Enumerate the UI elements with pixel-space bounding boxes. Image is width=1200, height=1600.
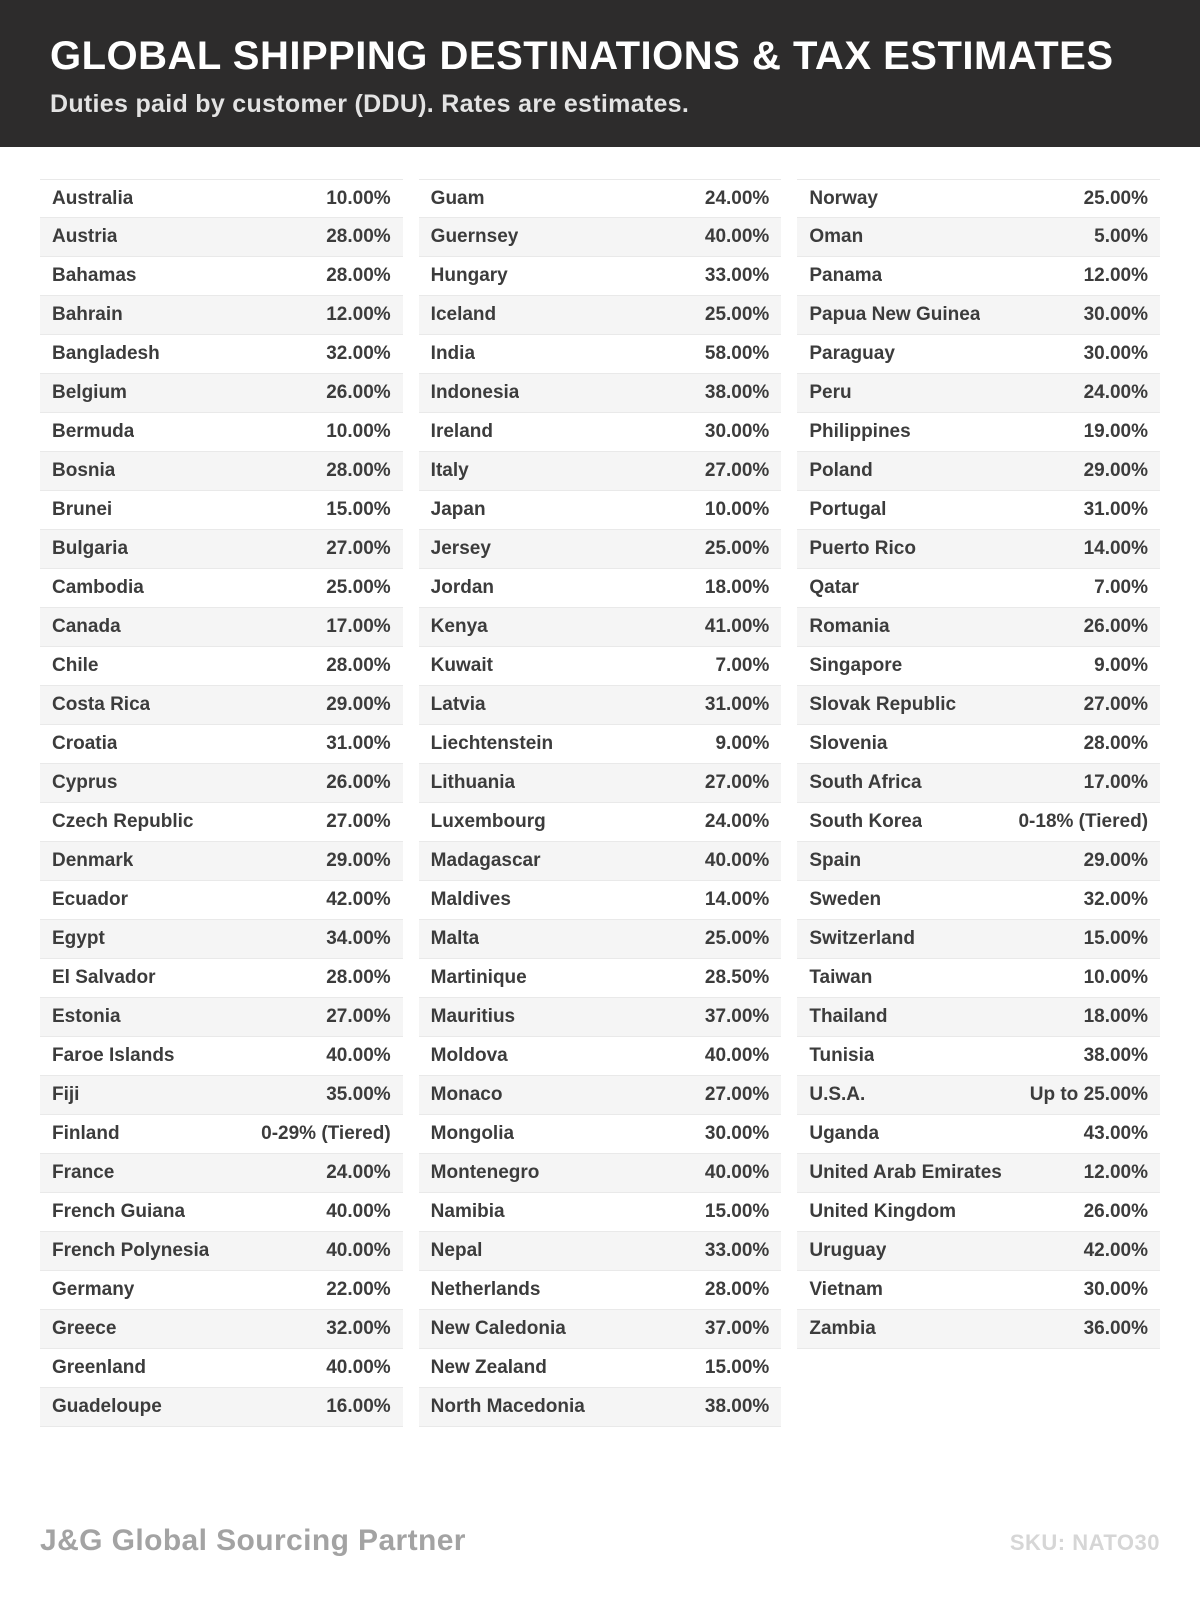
tax-rate: 18.00% bbox=[1083, 1006, 1149, 1027]
tax-rate: 29.00% bbox=[1083, 850, 1149, 871]
table-row bbox=[419, 959, 782, 998]
tax-rate: 40.00% bbox=[704, 226, 770, 247]
header bbox=[0, 0, 1200, 147]
country-name: Austria bbox=[52, 226, 118, 247]
tax-rate: 40.00% bbox=[704, 1045, 770, 1066]
tax-rate: 28.00% bbox=[326, 226, 391, 247]
country-name: U.S.A. bbox=[809, 1084, 866, 1105]
tax-rate: 31.00% bbox=[1083, 499, 1149, 520]
tax-rate: 18.00% bbox=[704, 577, 770, 598]
footer-sku: SKU: NATO30 bbox=[1009, 1530, 1160, 1555]
tax-rate: 10.00% bbox=[326, 421, 391, 442]
country-name: Ecuador bbox=[52, 889, 129, 910]
table-row bbox=[40, 569, 403, 608]
country-name: French Polynesia bbox=[52, 1240, 210, 1261]
tax-rate: 28.00% bbox=[326, 460, 391, 481]
country-name: Portugal bbox=[809, 499, 887, 520]
table-row bbox=[40, 1271, 403, 1310]
tax-rate: 12.00% bbox=[1083, 1162, 1149, 1183]
table-row bbox=[419, 413, 782, 452]
table-row bbox=[797, 296, 1160, 335]
tax-rate: 9.00% bbox=[1094, 655, 1149, 676]
tax-rate: 30.00% bbox=[1083, 1279, 1149, 1300]
table-row bbox=[40, 179, 403, 218]
table-row bbox=[419, 725, 782, 764]
table-row bbox=[40, 335, 403, 374]
table-row bbox=[40, 998, 403, 1037]
tax-rate: 38.00% bbox=[704, 382, 770, 403]
tax-rate: 34.00% bbox=[326, 928, 391, 949]
country-name: Greece bbox=[52, 1318, 117, 1339]
country-name: Kuwait bbox=[430, 655, 493, 676]
country-name: Qatar bbox=[809, 577, 859, 598]
tax-rate: 27.00% bbox=[704, 1084, 770, 1105]
table-row bbox=[40, 1154, 403, 1193]
table-row bbox=[40, 257, 403, 296]
table-row bbox=[419, 491, 782, 530]
table-row bbox=[40, 218, 403, 257]
table-row bbox=[40, 764, 403, 803]
country-name: Iceland bbox=[430, 304, 497, 325]
tax-rate: 33.00% bbox=[704, 265, 770, 286]
country-name: Taiwan bbox=[809, 967, 873, 988]
rates-columns bbox=[0, 179, 1200, 1427]
tax-rate: 16.00% bbox=[326, 1396, 391, 1417]
country-name: Belgium bbox=[52, 382, 127, 403]
table-row bbox=[797, 569, 1160, 608]
page-title: GLOBAL SHIPPING DESTINATIONS & TAX ESTIMATES bbox=[50, 34, 1114, 78]
tax-rate: 10.00% bbox=[704, 499, 770, 520]
country-name: Bahrain bbox=[52, 304, 123, 325]
tax-rate: 25.00% bbox=[1083, 187, 1149, 209]
country-name: Bermuda bbox=[52, 421, 135, 442]
table-row bbox=[797, 725, 1160, 764]
table-row bbox=[797, 413, 1160, 452]
country-name: Tunisia bbox=[809, 1045, 875, 1066]
table-row bbox=[40, 530, 403, 569]
table-row bbox=[40, 1232, 403, 1271]
tax-rate: 7.00% bbox=[1094, 577, 1149, 598]
country-name: Vietnam bbox=[809, 1279, 883, 1300]
table-row bbox=[797, 1115, 1160, 1154]
tax-rate: 31.00% bbox=[704, 694, 770, 715]
table-row bbox=[419, 1349, 782, 1388]
tax-rate: 28.00% bbox=[326, 967, 391, 988]
tax-rate: 5.00% bbox=[1094, 226, 1149, 247]
tax-rate: 32.00% bbox=[326, 343, 391, 364]
tax-rate: 27.00% bbox=[326, 1006, 391, 1027]
table-row bbox=[40, 1349, 403, 1388]
table-row bbox=[797, 218, 1160, 257]
table-row bbox=[419, 1232, 782, 1271]
table-row bbox=[797, 374, 1160, 413]
country-name: North Macedonia bbox=[430, 1396, 585, 1417]
table-row bbox=[797, 257, 1160, 296]
country-name: Switzerland bbox=[809, 928, 915, 949]
table-row bbox=[797, 803, 1160, 842]
tax-rate: 14.00% bbox=[1083, 538, 1149, 559]
table-row bbox=[797, 647, 1160, 686]
table-row bbox=[797, 530, 1160, 569]
country-name: Indonesia bbox=[430, 382, 520, 403]
tax-rate: 24.00% bbox=[704, 187, 770, 209]
table-row bbox=[797, 491, 1160, 530]
table-row bbox=[797, 1310, 1160, 1349]
country-name: Lithuania bbox=[430, 772, 516, 793]
table-row bbox=[419, 803, 782, 842]
country-name: El Salvador bbox=[52, 967, 156, 988]
table-row bbox=[797, 998, 1160, 1037]
country-name: France bbox=[52, 1162, 115, 1183]
tax-rate: 40.00% bbox=[326, 1357, 391, 1378]
country-name: Canada bbox=[52, 616, 121, 637]
table-row bbox=[797, 1076, 1160, 1115]
tax-rate: 42.00% bbox=[326, 889, 391, 910]
table-row bbox=[40, 452, 403, 491]
tax-rate: 43.00% bbox=[1083, 1123, 1149, 1144]
country-name: Monaco bbox=[430, 1084, 503, 1105]
table-row bbox=[40, 1193, 403, 1232]
table-row bbox=[40, 881, 403, 920]
country-name: New Caledonia bbox=[430, 1318, 566, 1339]
table-row bbox=[40, 1388, 403, 1427]
tax-rate: 7.00% bbox=[715, 655, 770, 676]
tax-rate: 32.00% bbox=[1083, 889, 1149, 910]
country-name: Estonia bbox=[52, 1006, 121, 1027]
tax-rate: 37.00% bbox=[704, 1006, 770, 1027]
tax-rate: 12.00% bbox=[326, 304, 391, 325]
table-row bbox=[40, 842, 403, 881]
country-name: Peru bbox=[809, 382, 852, 403]
country-name: Slovak Republic bbox=[809, 694, 957, 715]
tax-rate: 30.00% bbox=[1083, 304, 1149, 325]
table-row bbox=[797, 1193, 1160, 1232]
country-name: Thailand bbox=[809, 1006, 888, 1027]
tax-rate: 41.00% bbox=[704, 616, 770, 637]
table-row bbox=[419, 1388, 782, 1427]
country-name: Uganda bbox=[809, 1123, 880, 1144]
country-name: Philippines bbox=[809, 421, 911, 442]
table-row bbox=[419, 920, 782, 959]
rates-column-3 bbox=[797, 179, 1160, 1349]
tax-rate: 29.00% bbox=[326, 850, 391, 871]
country-name: Guadeloupe bbox=[52, 1396, 162, 1417]
country-name: Japan bbox=[430, 499, 486, 520]
country-name: Bahamas bbox=[52, 265, 137, 286]
tax-rate: 15.00% bbox=[704, 1357, 770, 1378]
rates-column-1 bbox=[40, 179, 403, 1427]
country-name: Croatia bbox=[52, 733, 118, 754]
table-row bbox=[40, 725, 403, 764]
country-name: French Guiana bbox=[52, 1201, 186, 1222]
tax-rate: 10.00% bbox=[1083, 967, 1149, 988]
country-name: Kenya bbox=[430, 616, 488, 637]
country-name: Germany bbox=[52, 1279, 135, 1300]
country-name: Jordan bbox=[430, 577, 495, 598]
tax-rate: 28.00% bbox=[326, 265, 391, 286]
tax-rate: 30.00% bbox=[704, 1123, 770, 1144]
table-row bbox=[419, 1076, 782, 1115]
country-name: Montenegro bbox=[430, 1162, 540, 1183]
tax-rate: 28.50% bbox=[704, 967, 770, 988]
country-name: Puerto Rico bbox=[809, 538, 916, 559]
rates-column-2 bbox=[419, 179, 782, 1427]
country-name: Greenland bbox=[52, 1357, 146, 1378]
tax-rate: 15.00% bbox=[326, 499, 391, 520]
tax-rate: 25.00% bbox=[704, 538, 770, 559]
table-row bbox=[419, 452, 782, 491]
country-name: Uruguay bbox=[809, 1240, 887, 1261]
tax-rate: Up to 25.00% bbox=[1029, 1084, 1149, 1105]
tax-rate: 27.00% bbox=[326, 538, 391, 559]
country-name: Malta bbox=[430, 928, 480, 949]
tax-rate: 0-18% (Tiered) bbox=[1018, 811, 1149, 832]
tax-rate: 26.00% bbox=[1083, 1201, 1149, 1222]
tax-rate: 9.00% bbox=[715, 733, 770, 754]
tax-rate: 22.00% bbox=[326, 1279, 391, 1300]
country-name: Singapore bbox=[809, 655, 903, 676]
tax-rate: 33.00% bbox=[704, 1240, 770, 1261]
tax-rate: 37.00% bbox=[704, 1318, 770, 1339]
country-name: Finland bbox=[52, 1123, 120, 1144]
tax-rate: 58.00% bbox=[704, 343, 770, 364]
tax-rate: 26.00% bbox=[326, 382, 391, 403]
country-name: Panama bbox=[809, 265, 883, 286]
country-name: Czech Republic bbox=[52, 811, 194, 832]
table-row bbox=[419, 647, 782, 686]
table-row bbox=[797, 881, 1160, 920]
footer-brand: J&G Global Sourcing Partner bbox=[40, 1524, 466, 1557]
tax-rate: 30.00% bbox=[704, 421, 770, 442]
table-row bbox=[40, 374, 403, 413]
country-name: Moldova bbox=[430, 1045, 508, 1066]
tax-rate: 36.00% bbox=[1083, 1318, 1149, 1339]
country-name: Sweden bbox=[809, 889, 882, 910]
table-row bbox=[419, 218, 782, 257]
country-name: Liechtenstein bbox=[430, 733, 554, 754]
table-row bbox=[40, 1310, 403, 1349]
country-name: Guam bbox=[430, 187, 485, 209]
table-row bbox=[40, 296, 403, 335]
table-row bbox=[797, 1154, 1160, 1193]
country-name: Bangladesh bbox=[52, 343, 160, 364]
country-name: Spain bbox=[809, 850, 862, 871]
tax-rate: 19.00% bbox=[1083, 421, 1149, 442]
country-name: Zambia bbox=[809, 1318, 876, 1339]
tax-rate: 27.00% bbox=[326, 811, 391, 832]
country-name: South Africa bbox=[809, 772, 922, 793]
country-name: Fiji bbox=[52, 1084, 80, 1105]
tax-rate: 42.00% bbox=[1083, 1240, 1149, 1261]
tax-rate: 27.00% bbox=[1083, 694, 1149, 715]
country-name: Mongolia bbox=[430, 1123, 515, 1144]
country-name: Italy bbox=[430, 460, 469, 481]
table-row bbox=[797, 764, 1160, 803]
page-subtitle: Duties paid by customer (DDU). Rates are estimates. bbox=[50, 90, 690, 118]
country-name: Paraguay bbox=[809, 343, 895, 364]
tax-rate: 38.00% bbox=[704, 1396, 770, 1417]
tax-rate: 28.00% bbox=[326, 655, 391, 676]
tax-rate: 29.00% bbox=[1083, 460, 1149, 481]
tax-rate: 29.00% bbox=[326, 694, 391, 715]
country-name: Ireland bbox=[430, 421, 493, 442]
tax-rate: 28.00% bbox=[1083, 733, 1149, 754]
table-row bbox=[40, 1115, 403, 1154]
table-row bbox=[419, 1193, 782, 1232]
tax-rate: 17.00% bbox=[326, 616, 391, 637]
tax-rate: 28.00% bbox=[704, 1279, 770, 1300]
country-name: Oman bbox=[809, 226, 864, 247]
tax-rate: 30.00% bbox=[1083, 343, 1149, 364]
table-row bbox=[40, 803, 403, 842]
rates-table bbox=[0, 179, 1200, 1427]
table-row bbox=[797, 179, 1160, 218]
table-row bbox=[419, 296, 782, 335]
table-row bbox=[419, 569, 782, 608]
tax-rate: 15.00% bbox=[704, 1201, 770, 1222]
tax-rate: 12.00% bbox=[1083, 265, 1149, 286]
table-row bbox=[419, 686, 782, 725]
country-name: Mauritius bbox=[430, 1006, 516, 1027]
country-name: Poland bbox=[809, 460, 873, 481]
tax-rate: 24.00% bbox=[704, 811, 770, 832]
country-name: Bosnia bbox=[52, 460, 116, 481]
tax-rate: 26.00% bbox=[1083, 616, 1149, 637]
tax-rate: 27.00% bbox=[704, 460, 770, 481]
table-row bbox=[419, 530, 782, 569]
table-row bbox=[419, 764, 782, 803]
table-row bbox=[419, 881, 782, 920]
country-name: Namibia bbox=[430, 1201, 505, 1222]
country-name: Chile bbox=[52, 655, 99, 676]
table-row bbox=[40, 959, 403, 998]
tax-rate: 25.00% bbox=[704, 928, 770, 949]
country-name: Martinique bbox=[430, 967, 527, 988]
tax-rate: 24.00% bbox=[1083, 382, 1149, 403]
tax-rate: 32.00% bbox=[326, 1318, 391, 1339]
footer bbox=[40, 1524, 1160, 1558]
country-name: Luxembourg bbox=[430, 811, 546, 832]
table-row bbox=[797, 842, 1160, 881]
table-row bbox=[797, 686, 1160, 725]
table-row bbox=[419, 1271, 782, 1310]
table-row bbox=[797, 608, 1160, 647]
country-name: Brunei bbox=[52, 499, 113, 520]
country-name: Maldives bbox=[430, 889, 511, 910]
country-name: Cyprus bbox=[52, 772, 118, 793]
tax-rate: 10.00% bbox=[326, 187, 391, 209]
tax-rate: 24.00% bbox=[326, 1162, 391, 1183]
table-row bbox=[40, 920, 403, 959]
table-row bbox=[419, 257, 782, 296]
table-row bbox=[797, 959, 1160, 998]
table-row bbox=[797, 335, 1160, 374]
tax-rate: 27.00% bbox=[704, 772, 770, 793]
country-name: Egypt bbox=[52, 928, 105, 949]
country-name: Slovenia bbox=[809, 733, 888, 754]
table-row bbox=[797, 920, 1160, 959]
tax-rate: 31.00% bbox=[326, 733, 391, 754]
table-row bbox=[419, 1310, 782, 1349]
table-row bbox=[40, 491, 403, 530]
table-row bbox=[419, 1154, 782, 1193]
tax-rate: 40.00% bbox=[326, 1045, 391, 1066]
country-name: New Zealand bbox=[430, 1357, 547, 1378]
tax-rate: 0-29% (Tiered) bbox=[261, 1123, 391, 1144]
country-name: Costa Rica bbox=[52, 694, 151, 715]
tax-rate: 35.00% bbox=[326, 1084, 391, 1105]
country-name: Cambodia bbox=[52, 577, 144, 598]
table-row bbox=[40, 686, 403, 725]
country-name: Faroe Islands bbox=[52, 1045, 175, 1066]
table-row bbox=[797, 1232, 1160, 1271]
country-name: Latvia bbox=[430, 694, 486, 715]
tax-rate: 25.00% bbox=[326, 577, 391, 598]
tax-rate: 17.00% bbox=[1083, 772, 1149, 793]
table-row bbox=[419, 179, 782, 218]
country-name: United Arab Emirates bbox=[809, 1162, 1002, 1183]
table-row bbox=[40, 1076, 403, 1115]
tax-rate: 40.00% bbox=[704, 850, 770, 871]
table-row bbox=[40, 413, 403, 452]
country-name: Romania bbox=[809, 616, 890, 637]
tax-rate: 40.00% bbox=[704, 1162, 770, 1183]
table-row bbox=[797, 1271, 1160, 1310]
country-name: Madagascar bbox=[430, 850, 541, 871]
country-name: Hungary bbox=[430, 265, 508, 286]
tax-rate: 40.00% bbox=[326, 1201, 391, 1222]
tax-rate: 25.00% bbox=[704, 304, 770, 325]
tax-rate: 38.00% bbox=[1083, 1045, 1149, 1066]
country-name: Denmark bbox=[52, 850, 134, 871]
country-name: Australia bbox=[52, 187, 134, 209]
tax-rate: 26.00% bbox=[326, 772, 391, 793]
table-row bbox=[797, 1037, 1160, 1076]
country-name: Norway bbox=[809, 187, 878, 209]
table-row bbox=[419, 608, 782, 647]
table-row bbox=[419, 374, 782, 413]
table-row bbox=[419, 842, 782, 881]
country-name: Netherlands bbox=[430, 1279, 541, 1300]
table-row bbox=[40, 1037, 403, 1076]
tax-rate: 15.00% bbox=[1083, 928, 1149, 949]
tax-rate: 14.00% bbox=[704, 889, 770, 910]
table-row bbox=[419, 335, 782, 374]
country-name: Jersey bbox=[430, 538, 491, 559]
table-row bbox=[419, 1037, 782, 1076]
table-row bbox=[419, 1115, 782, 1154]
country-name: United Kingdom bbox=[809, 1201, 957, 1222]
table-row bbox=[419, 998, 782, 1037]
table-row bbox=[40, 608, 403, 647]
tax-rate: 40.00% bbox=[326, 1240, 391, 1261]
table-row bbox=[797, 452, 1160, 491]
country-name: Bulgaria bbox=[52, 538, 129, 559]
country-name: Guernsey bbox=[430, 226, 519, 247]
country-name: India bbox=[430, 343, 476, 364]
country-name: Nepal bbox=[430, 1240, 483, 1261]
table-row bbox=[40, 647, 403, 686]
country-name: Papua New Guinea bbox=[809, 304, 981, 325]
country-name: South Korea bbox=[809, 811, 923, 832]
